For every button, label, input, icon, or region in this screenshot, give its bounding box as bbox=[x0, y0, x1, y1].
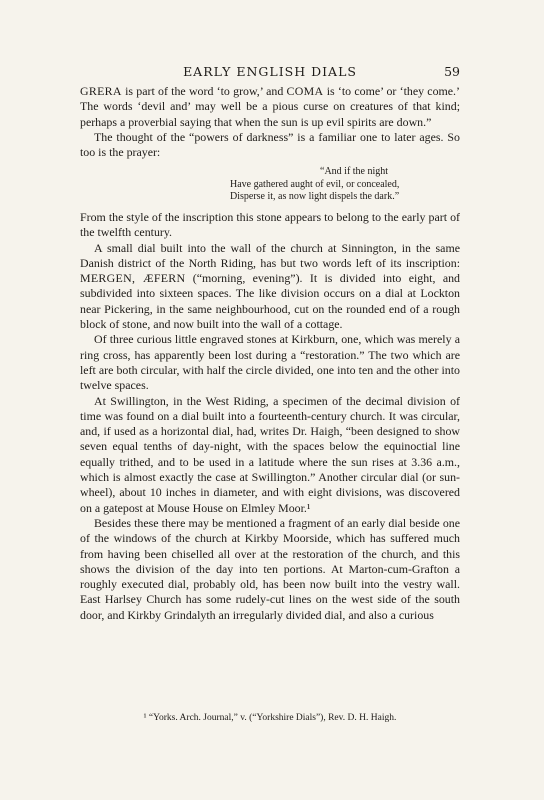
page-number: 59 bbox=[444, 64, 460, 79]
paragraph-5: Of three curious little engraved stones at Kirkburn, one, which was merely a ring cross, has apparently been lost during a “restoration.” The two which are left are both circular, with half the circle divided, one into ten and the other into twelve spaces. bbox=[80, 332, 460, 393]
body-text bbox=[80, 84, 460, 623]
paragraph-6: At Swillington, in the West Riding, a specimen of the decimal division of time was found on a dial built into a fourteenth-century church. It was circular, and, if used as a horizontal dial, had, writes Dr. Haigh, “been designed to show seven equal tenths of day-night, with the spaces below the equinoctial line equally trithed, and to be used in a latitude where the sun rises at 3.36 a.m., which is almost exactly the case at Swillington.” Another circular dial (or sun-wheel), about 10 inches in diameter, and with eight divisions, was discovered on a gatepost at Mouse House on Elmley Moor.¹ bbox=[80, 393, 460, 515]
paragraph-4-text-b: (“morning, evening”). It is divided into eight, and subdivided into sixteen spaces. The like division occurs on a dial at Lockton near Pickering, in the same neighbourhood, cut on the rounded end of a rough block of stone, and now built into the wall of a cottage. bbox=[80, 271, 460, 332]
paragraph-7: Besides these there may be mentioned a fragment of an early dial beside one of the windows of the church at Kirkby Moorside, which has suffered much from having been chiselled all over at the restoration of the church, and this shows the division of the day into ten portions. At Marton-cum-Grafton a roughly executed dial, probably old, has been now built into the vestry wall. East Harlsey Church has some rudely-cut lines on the west side of the south door, and Kirkby Grindalyth an irregularly divided dial, and also a curious bbox=[80, 515, 460, 622]
verse-line-3: Disperse it, as now light dispels the dark.” bbox=[230, 191, 400, 203]
verse-line-1: “And if the night bbox=[320, 166, 389, 178]
verse-line-2: Have gathered aught of evil, or concealed, bbox=[230, 178, 400, 190]
paragraph-1-text-b: is ‘to come’ or ‘they come.’ The words ‘devil and’ may well be a pious curse on creatures of that kind; perhaps a proverbial saying that when the sun is up evil spirits are down.” bbox=[80, 84, 460, 129]
paragraph-2: The thought of the “powers of darkness” is a familiar one to later ages. So too is the prayer: bbox=[80, 129, 460, 160]
inscription-word-grera: GRERA bbox=[80, 84, 122, 98]
paragraph-4-text-a: A small dial built into the wall of the church at Sinnington, in the same Danish district of the North Riding, has but two words left of its inscription: bbox=[80, 240, 460, 270]
paragraph-3: From the style of the inscription this stone appears to belong to the early part of the twelfth century. bbox=[80, 209, 460, 240]
paragraph-1 bbox=[80, 84, 460, 130]
running-head: EARLY ENGLISH DIALS bbox=[183, 64, 357, 79]
paragraph-1-text-a: is part of the word ‘to grow,’ and bbox=[121, 84, 287, 98]
paragraph-4 bbox=[80, 241, 460, 333]
inscription-word-coma: COMA bbox=[286, 84, 324, 98]
footnote: ¹ “Yorks. Arch. Journal,” v. (“Yorkshire Dials”), Rev. D. H. Haigh. bbox=[143, 713, 397, 723]
inscription-words-mergen-aefern: MERGEN, ÆFERN bbox=[80, 271, 186, 286]
verse-quotation bbox=[230, 166, 460, 204]
